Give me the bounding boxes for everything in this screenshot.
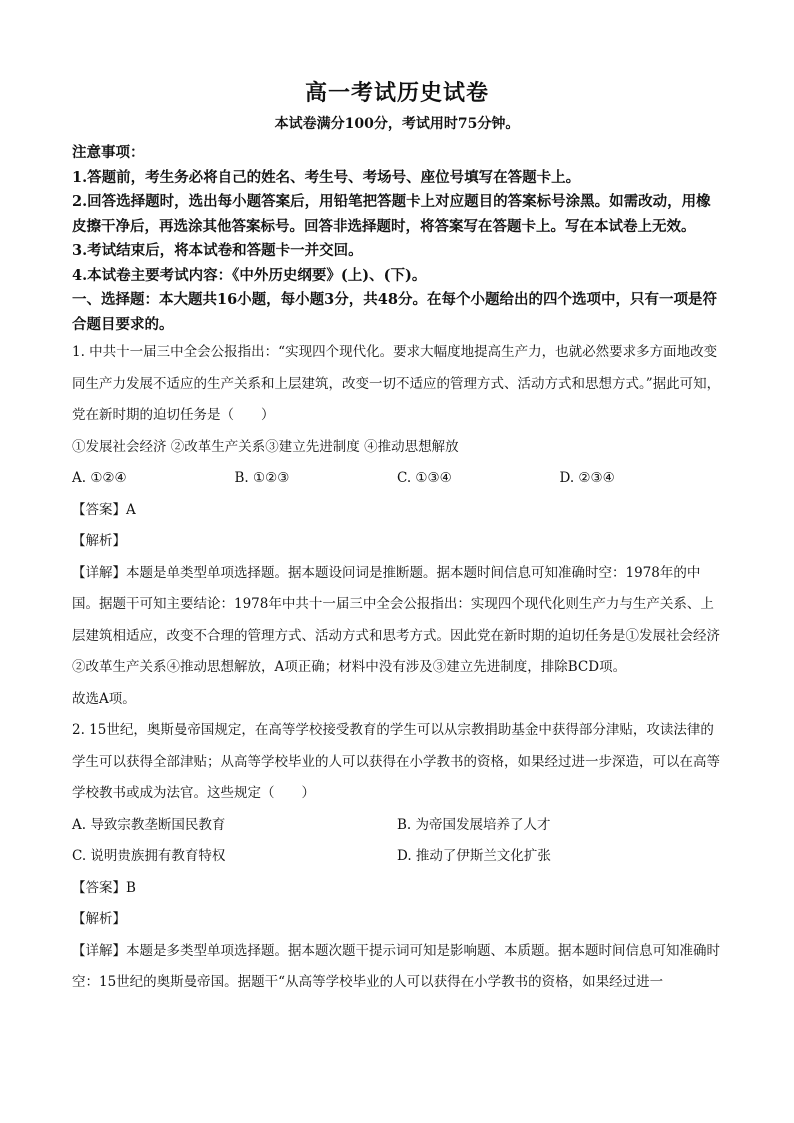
q2-option-d: D. 推动了伊斯兰文化扩张 — [397, 848, 551, 864]
q1-option-c: C. ①③④ — [397, 470, 452, 486]
q2-options-row-2 — [72, 841, 722, 873]
q1-option-a: A. ①②④ — [72, 470, 127, 486]
question-2 — [72, 715, 722, 999]
page-title: 高一考试历史试卷 — [304, 81, 489, 106]
q1-stem: 1. 中共十一届三中全会公报指出：“实现四个现代化。要求大幅度地提高生产力，也就必然要求多方面地改变同生产力发展不适应的生产关系和上层建筑，改变一切不适应的管理方式、活动方式和思想方式。”据此可知，党在新时期的迫切任务是（ ） — [72, 344, 721, 423]
q1-answer: 【答案】A — [72, 501, 136, 518]
q2-analysis-label: 【解析】 — [72, 911, 126, 927]
q1-option-d: D. ②③④ — [559, 470, 615, 486]
q2-answer: 【答案】B — [72, 879, 136, 896]
notice-item-1: 1.答题前，考生务必将自己的姓名、考生号、考场号、座位号填写在答题卡上。 — [72, 168, 581, 186]
q1-analysis-label: 【解析】 — [72, 533, 126, 549]
page-subtitle: 本试卷满分100分，考试用时75分钟。 — [274, 116, 520, 132]
exam-page — [72, 70, 722, 999]
q2-option-c: C. 说明贵族拥有教育特权 — [72, 848, 226, 864]
q1-conclusion: 故选A项。 — [72, 690, 136, 707]
notice-item-4: 4.本试卷主要考试内容：《中外历史纲要》(上)、(下)。 — [72, 266, 427, 284]
q2-option-b: B. 为帝国发展培养了人才 — [397, 816, 551, 833]
notice-heading: 注意事项： — [72, 144, 145, 161]
q1-items: ①发展社会经济 ②改革生产关系③建立先进制度 ④推动思想解放 — [72, 438, 459, 455]
notice-item-3: 3.考试结束后，将本试卷和答题卡一并交回。 — [72, 242, 363, 259]
q2-stem: 2. 15世纪，奥斯曼帝国规定，在高等学校接受教育的学生可以从宗教捐助基金中获得部分津贴，攻读法律的学生可以获得全部津贴；从高等学校毕业的人可以获得在小学教书的资格，如果经过进一步深造，可以在高等学校教书或成为法官。这些规定（ ） — [72, 722, 720, 801]
q2-detail: 【详解】本题是多类型单项选择题。据本题次题干提示词可知是影响题、本质题。据本题时间信息可知准确时空：15世纪的奥斯曼帝国。据题干“从高等学校毕业的人可以获得在小学教书的资格，如果经过进一 — [72, 942, 720, 990]
question-1 — [72, 337, 722, 715]
q1-option-b: B. ①②③ — [234, 470, 290, 486]
q2-option-a: A. 导致宗教垄断国民教育 — [72, 816, 226, 833]
notice-item-2: 2.回答选择题时，选出每小题答案后，用铅笔把答题卡上对应题目的答案标号涂黑。如需改动，用橡皮擦干净后，再选涂其他答案标号。回答非选择题时，将答案写在答题卡上。写在本试卷上无效。 — [72, 193, 711, 235]
q1-options — [72, 463, 722, 495]
q1-detail: 【详解】本题是单类型单项选择题。据本题设问词是推断题。据本题时间信息可知准确时空：1978年的中国。据题干可知主要结论：1978年中共十一届三中全会公报指出：实现四个现代化则生产力与生产关系、上层建筑相适应，改变不合理的管理方式、活动方式和思考方式。因此党在新时期的迫切任务是①发展社会经济 ②改革生产关系④推动思想解放，A项正确；材料中没有涉及③建立先进制度，排除BCD项。 — [72, 564, 720, 675]
section-heading: 一、选择题：本大题共16小题，每小题3分，共48分。在每个小题给出的四个选项中，只有一项是符合题目要求的。 — [72, 291, 717, 333]
notice-block — [72, 141, 722, 288]
q2-options-row-1 — [72, 810, 722, 842]
